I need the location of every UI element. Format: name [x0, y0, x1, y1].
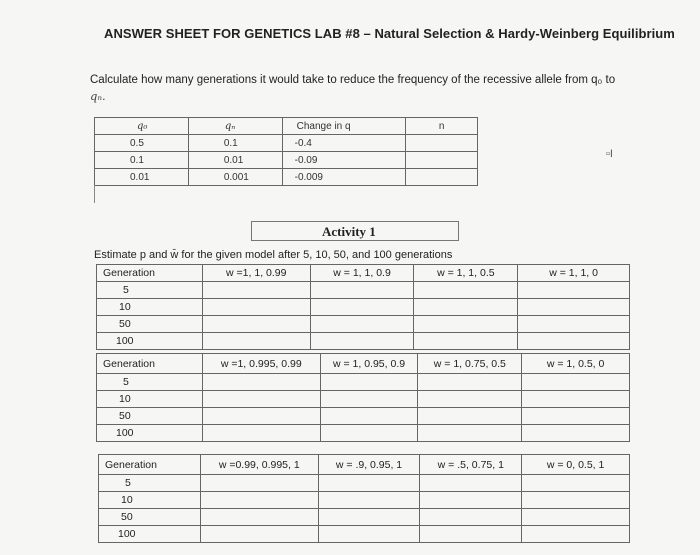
table-row	[97, 333, 630, 350]
cell-change: -0.4	[282, 135, 406, 152]
generation-cell: 50	[97, 316, 203, 333]
w-header: w = 1, 1, 0.5	[414, 265, 518, 282]
table-row	[95, 169, 478, 186]
answer-cell[interactable]	[518, 299, 630, 316]
answer-cell[interactable]	[200, 509, 318, 526]
generation-header: Generation	[99, 455, 201, 475]
header-q0: q₀	[95, 118, 189, 135]
generation-header: Generation	[97, 265, 203, 282]
activity-label: Activity 1	[322, 224, 376, 239]
fitness-table-2	[96, 353, 630, 442]
answer-cell[interactable]	[418, 425, 522, 442]
answer-cell[interactable]	[420, 475, 522, 492]
w-header: w = 1, 0.5, 0	[522, 354, 630, 374]
cell-q0: 0.01	[95, 169, 189, 186]
generation-cell: 10	[99, 492, 201, 509]
answer-cell[interactable]	[318, 509, 420, 526]
answer-cell[interactable]	[320, 408, 418, 425]
table-row	[99, 492, 630, 509]
answer-cell[interactable]	[310, 316, 414, 333]
cell-q0: 0.1	[95, 152, 189, 169]
cell-qn: 0.01	[188, 152, 282, 169]
table-header-row	[97, 265, 630, 282]
answer-cell[interactable]	[202, 333, 310, 350]
generation-cell: 100	[97, 333, 203, 350]
generation-header: Generation	[97, 354, 203, 374]
generation-cell: 10	[97, 299, 203, 316]
answer-cell[interactable]	[310, 299, 414, 316]
table-header-row	[99, 455, 630, 475]
table-edge-line	[94, 185, 95, 203]
generation-cell: 10	[97, 391, 203, 408]
answer-cell[interactable]	[202, 425, 320, 442]
answer-cell[interactable]	[202, 316, 310, 333]
answer-cell[interactable]	[418, 374, 522, 391]
estimate-instructions	[94, 249, 452, 261]
answer-cell[interactable]	[522, 374, 630, 391]
w-header: w = 1, 0.95, 0.9	[320, 354, 418, 374]
text-cursor-icon: ▫I	[606, 148, 613, 160]
w-header: w =1, 1, 0.99	[202, 265, 310, 282]
instructions	[90, 72, 630, 105]
answer-cell[interactable]	[202, 391, 320, 408]
table-row	[97, 408, 630, 425]
table-row	[99, 475, 630, 492]
answer-cell[interactable]	[420, 509, 522, 526]
generation-cell: 5	[97, 374, 203, 391]
answer-cell[interactable]	[414, 299, 518, 316]
cell-change: -0.09	[282, 152, 406, 169]
answer-cell[interactable]	[518, 333, 630, 350]
answer-cell[interactable]	[522, 475, 630, 492]
table-row	[97, 425, 630, 442]
page-title: ANSWER SHEET FOR GENETICS LAB #8 – Natural Selection & Hardy-Weinberg Equilibrium	[104, 26, 675, 41]
fitness-table-3	[98, 454, 630, 543]
instructions-text: Calculate how many generations it would take to reduce the frequency of the recessive allele from q₀ to	[90, 74, 616, 86]
answer-cell[interactable]	[522, 425, 630, 442]
cell-n[interactable]	[406, 152, 478, 169]
table-row	[99, 509, 630, 526]
cell-qn: 0.1	[188, 135, 282, 152]
answer-cell[interactable]	[414, 333, 518, 350]
answer-cell[interactable]	[414, 282, 518, 299]
answer-cell[interactable]	[200, 475, 318, 492]
table-row	[97, 299, 630, 316]
table-row	[97, 391, 630, 408]
answer-cell[interactable]	[310, 333, 414, 350]
answer-cell[interactable]	[200, 526, 318, 543]
table-row	[99, 526, 630, 543]
answer-cell[interactable]	[318, 526, 420, 543]
w-header: w = .5, 0.75, 1	[420, 455, 522, 475]
answer-cell[interactable]	[202, 408, 320, 425]
table-row	[97, 374, 630, 391]
answer-cell[interactable]	[414, 316, 518, 333]
answer-cell[interactable]	[420, 492, 522, 509]
instructions-end-symbol: qₙ.	[90, 89, 106, 103]
w-header: w = 1, 1, 0.9	[310, 265, 414, 282]
fitness-table-1	[96, 264, 630, 350]
table-row	[97, 316, 630, 333]
answer-cell[interactable]	[318, 475, 420, 492]
table-header-row	[95, 118, 478, 135]
answer-cell[interactable]	[202, 282, 310, 299]
answer-cell[interactable]	[522, 509, 630, 526]
q-frequency-table	[94, 117, 478, 186]
header-n: n	[406, 118, 478, 135]
answer-cell[interactable]	[320, 425, 418, 442]
generation-cell: 100	[97, 425, 203, 442]
w-header: w =1, 0.995, 0.99	[202, 354, 320, 374]
cell-n[interactable]	[406, 169, 478, 186]
w-header: w = .9, 0.95, 1	[318, 455, 420, 475]
answer-cell[interactable]	[320, 391, 418, 408]
cell-change: -0.009	[282, 169, 406, 186]
cell-n[interactable]	[406, 135, 478, 152]
header-change-in-q: Change in q	[282, 118, 406, 135]
w-header: w = 0, 0.5, 1	[522, 455, 630, 475]
cell-q0: 0.5	[95, 135, 189, 152]
w-header: w =0.99, 0.995, 1	[200, 455, 318, 475]
generation-cell: 5	[99, 475, 201, 492]
generation-cell: 50	[99, 509, 201, 526]
answer-cell[interactable]	[418, 408, 522, 425]
answer-cell[interactable]	[320, 374, 418, 391]
answer-cell[interactable]	[418, 391, 522, 408]
estimate-text: Estimate p and w̄ for the given model after 5, 10, 50, and 100 generations	[94, 249, 453, 261]
table-row	[97, 282, 630, 299]
answer-cell[interactable]	[522, 526, 630, 543]
answer-cell[interactable]	[420, 526, 522, 543]
answer-cell[interactable]	[202, 299, 310, 316]
table-row	[95, 152, 478, 169]
answer-cell[interactable]	[522, 408, 630, 425]
answer-cell[interactable]	[202, 374, 320, 391]
cell-qn: 0.001	[188, 169, 282, 186]
answer-cell[interactable]	[318, 492, 420, 509]
table-row	[95, 135, 478, 152]
answer-cell[interactable]	[310, 282, 414, 299]
header-qn: qₙ	[188, 118, 282, 135]
answer-cell[interactable]	[518, 282, 630, 299]
answer-cell[interactable]	[200, 492, 318, 509]
generation-cell: 100	[99, 526, 201, 543]
answer-cell[interactable]	[522, 391, 630, 408]
answer-cell[interactable]	[518, 316, 630, 333]
generation-cell: 5	[97, 282, 203, 299]
table-header-row	[97, 354, 630, 374]
answer-cell[interactable]	[522, 492, 630, 509]
w-header: w = 1, 1, 0	[518, 265, 630, 282]
generation-cell: 50	[97, 408, 203, 425]
w-header: w = 1, 0.75, 0.5	[418, 354, 522, 374]
